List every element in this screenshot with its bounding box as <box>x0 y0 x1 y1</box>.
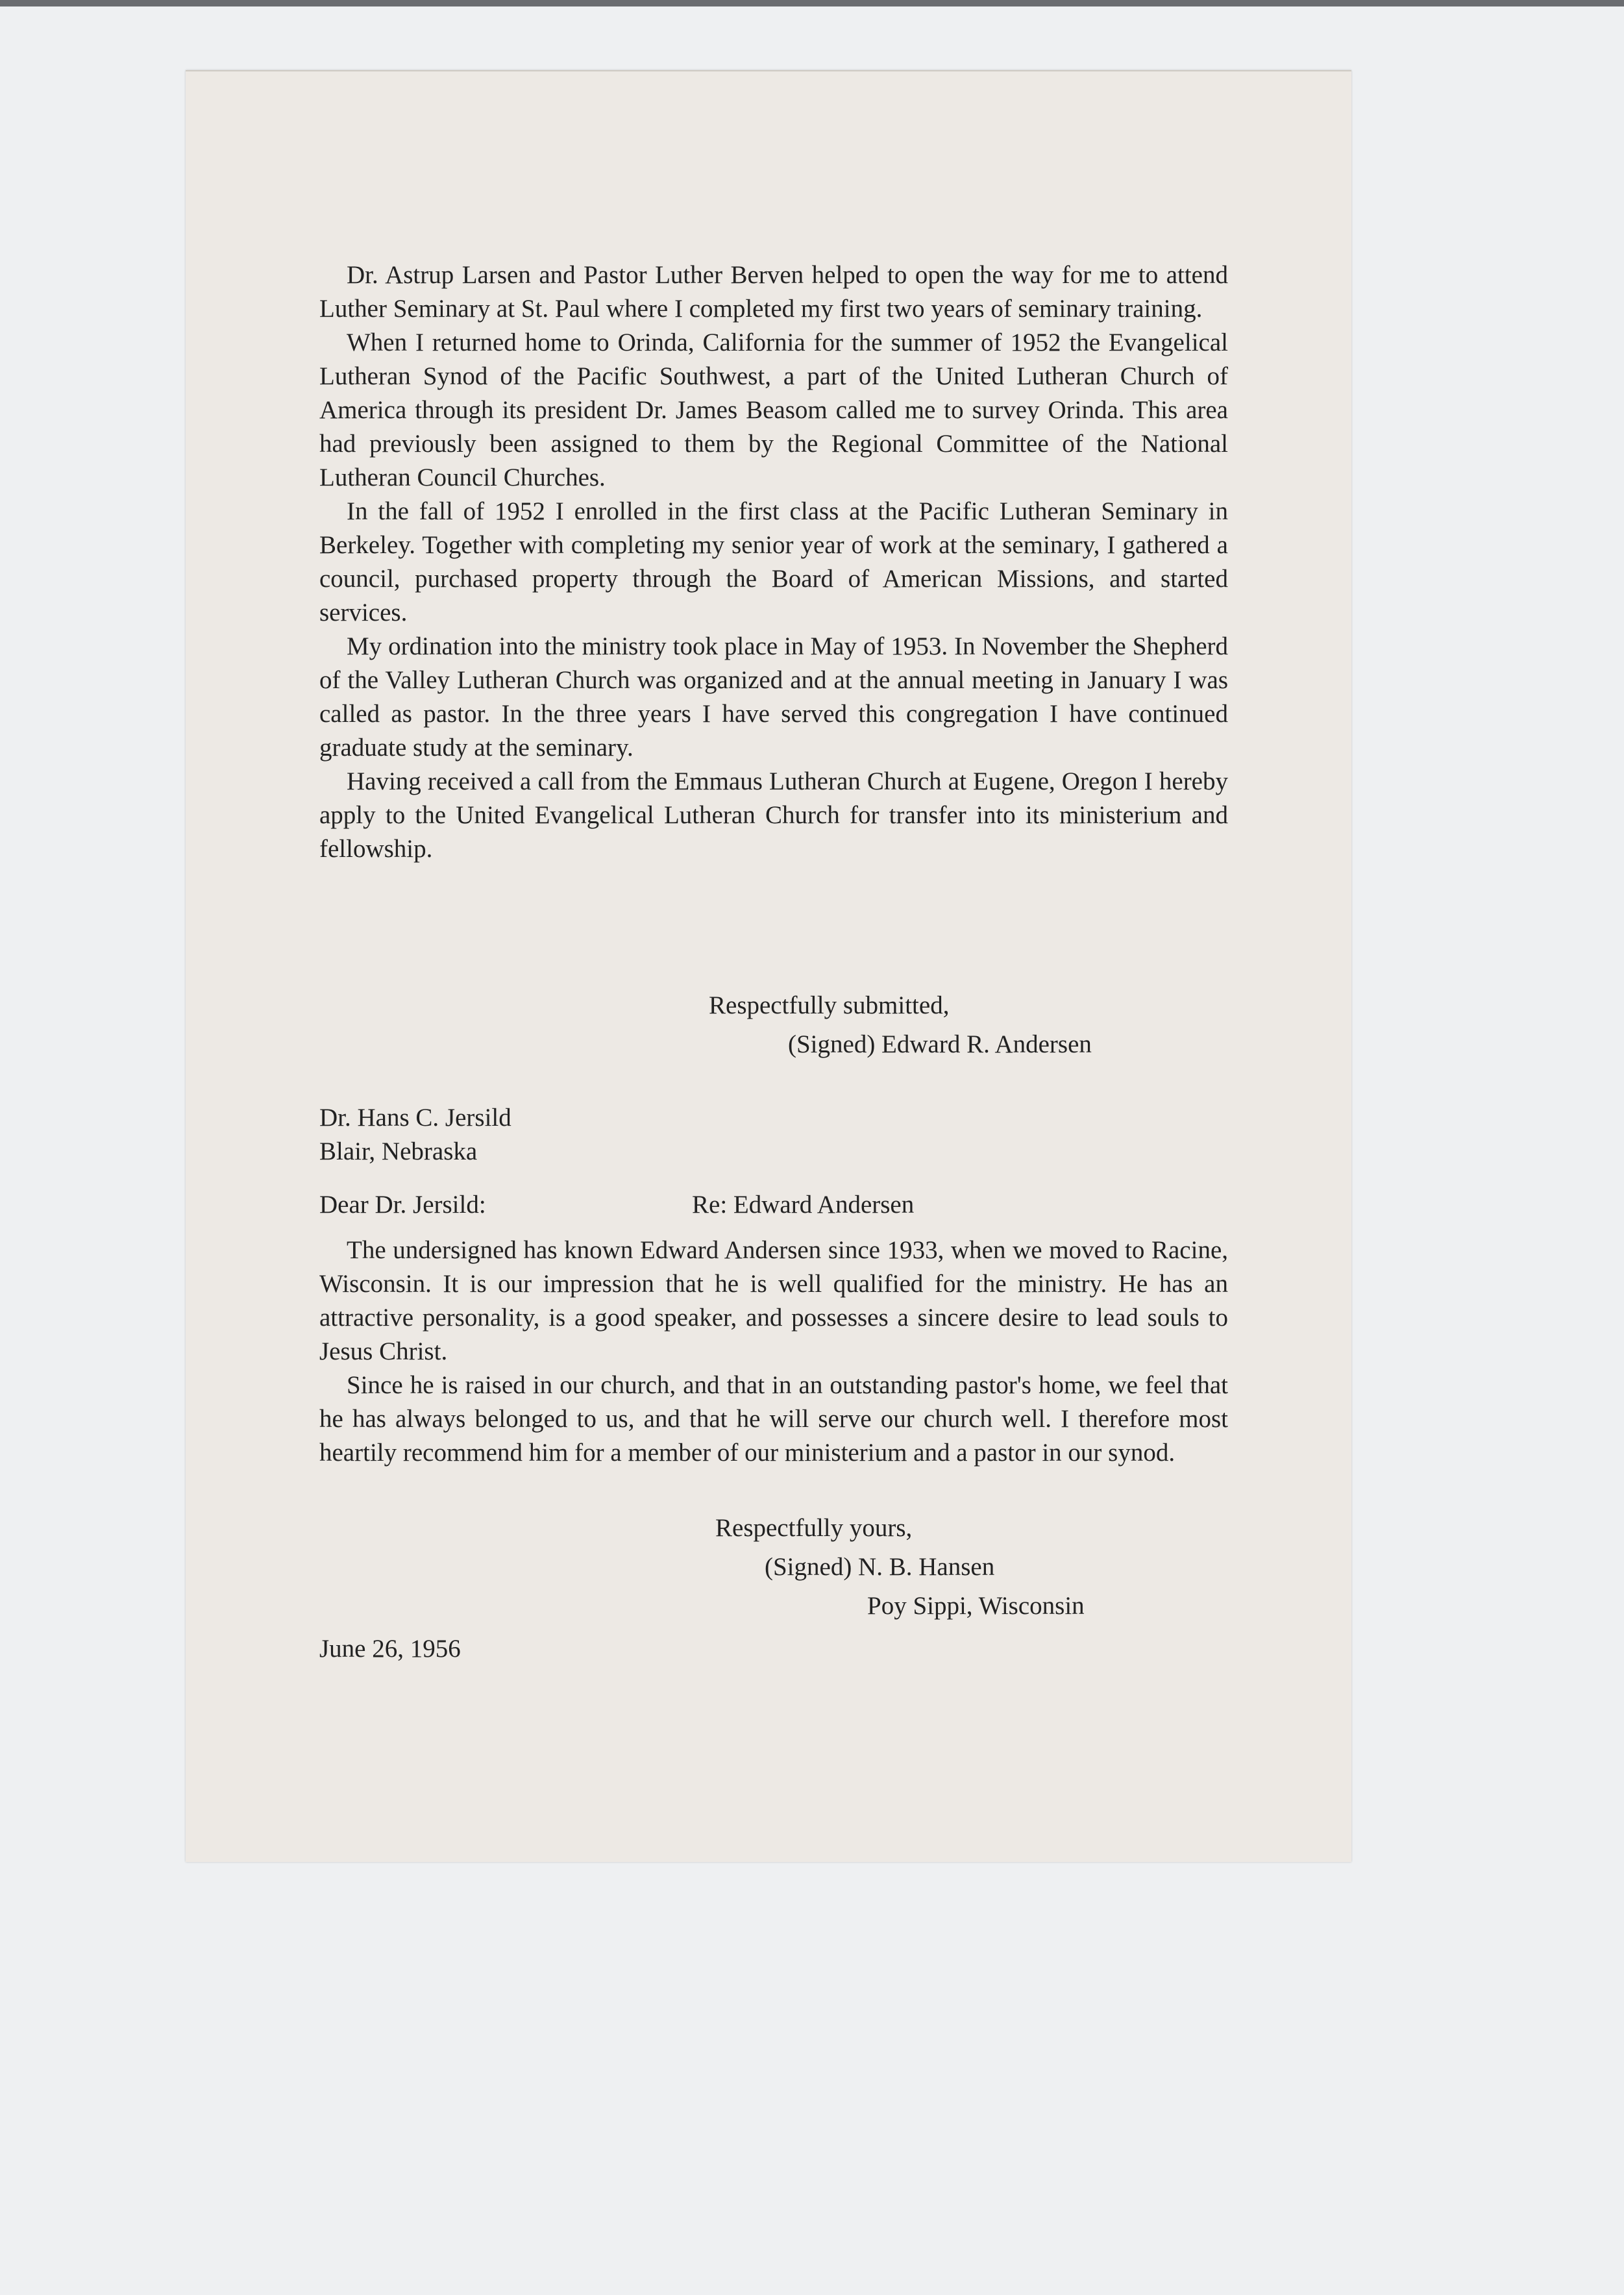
recipient-address <box>319 1101 511 1169</box>
recommendation-letter-body <box>319 1234 1228 1470</box>
signature: (Signed) Edward R. Andersen <box>788 1030 1092 1058</box>
recipient-place: Blair, Nebraska <box>319 1137 478 1165</box>
paragraph: The undersigned has known Edward Andersen since 1933, when we moved to Racine, Wisconsin. It is our impression that he is well qualified for the ministry. He has an attractive personality, is a good speaker, and possesses a sincere desire to lead souls to Jesus Christ. <box>319 1236 1228 1365</box>
letter-date: June 26, 1956 <box>319 1635 461 1663</box>
closing: Respectfully yours, <box>715 1514 913 1542</box>
salutation: Dear Dr. Jersild: <box>319 1191 486 1219</box>
paragraph: When I returned home to Orinda, California for the summer of 1952 the Evangelical Lutheran Synod of the Pacific Southwest, a part of the United Lutheran Church of America through its president Dr. James Beasom called me to survey Orinda. This area had previously been assigned to them by the Regional Committee of the National Lutheran Council Churches. <box>319 329 1228 491</box>
application-letter-body <box>319 258 1228 866</box>
recommendation-signature-block <box>715 1509 1085 1626</box>
application-signature-block <box>709 986 1092 1064</box>
scanner-edge <box>0 0 1624 6</box>
closing: Respectfully submitted, <box>709 991 950 1019</box>
recipient-name: Dr. Hans C. Jersild <box>319 1104 511 1132</box>
signature-place: Poy Sippi, Wisconsin <box>867 1592 1085 1620</box>
paragraph: My ordination into the ministry took place in May of 1953. In November the Shepherd of the Valley Lutheran Church was organized and at the annual meeting in January I was called as pastor. In the three years I have served this congregation I have continued graduate study at the seminary. <box>319 632 1228 762</box>
salutation-line <box>319 1188 1228 1222</box>
paragraph: In the fall of 1952 I enrolled in the first class at the Pacific Lutheran Seminary in Berkeley. Together with completing my senior year of work at the seminary, I gathered a council, purchased property through the Board of American Missions, and started services. <box>319 497 1228 626</box>
paragraph: Having received a call from the Emmaus Lutheran Church at Eugene, Oregon I hereby apply to the United Evangelical Lutheran Church for transfer into its ministerium and fellowship. <box>319 767 1228 863</box>
subject-line: Re: Edward Andersen <box>692 1191 915 1219</box>
paragraph: Since he is raised in our church, and that in an outstanding pastor's home, we feel that he has always belonged to us, and that he will serve our church well. I therefore most heartily recommend him for a member of our ministerium and a pastor in our synod. <box>319 1371 1228 1467</box>
paragraph: Dr. Astrup Larsen and Pastor Luther Berven helped to open the way for me to attend Luther Seminary at St. Paul where I completed my first two years of seminary training. <box>319 261 1228 323</box>
letter-page <box>186 70 1351 1862</box>
signature: (Signed) N. B. Hansen <box>765 1553 995 1581</box>
